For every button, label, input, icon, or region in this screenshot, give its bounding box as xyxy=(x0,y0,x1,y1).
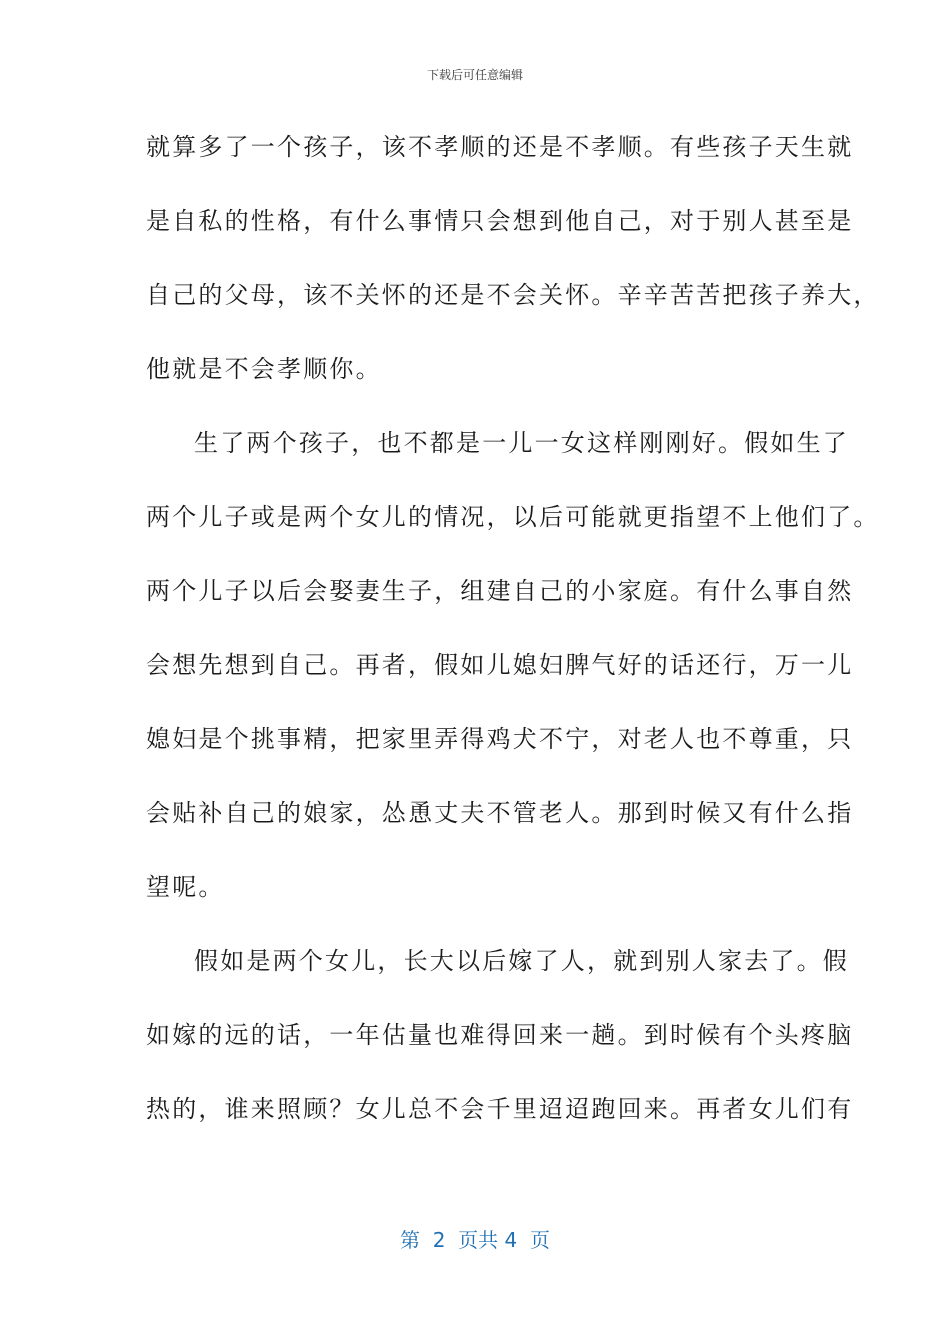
body-line: 两个儿子或是两个女儿的情况，以后可能就更指望不上他们了。 xyxy=(146,503,880,531)
body-line: 他就是不会孝顺你。 xyxy=(146,355,382,383)
paragraph-first-line: 生了两个孩子，也不都是一儿一女这样刚刚好。假如生了 xyxy=(194,429,849,457)
body-line: 会贴补自己的娘家，怂恿丈夫不管老人。那到时候又有什么指 xyxy=(146,799,854,827)
page-number-footer: 第 2 页共 4 页 xyxy=(400,1228,550,1252)
body-line: 望呢。 xyxy=(146,873,225,901)
body-line: 自己的父母，该不关怀的还是不会关怀。辛辛苦苦把孩子养大， xyxy=(146,281,880,309)
body-line: 热的，谁来照顾？女儿总不会千里迢迢跑回来。再者女儿们有 xyxy=(146,1095,854,1123)
page-header: 下载后可任意编辑 xyxy=(426,68,523,82)
body-line: 媳妇是个挑事精，把家里弄得鸡犬不宁，对老人也不尊重，只 xyxy=(146,725,854,753)
body-line: 就算多了一个孩子，该不孝顺的还是不孝顺。有些孩子天生就 xyxy=(146,133,854,161)
body-line: 两个儿子以后会娶妻生子，组建自己的小家庭。有什么事自然 xyxy=(146,577,854,605)
paragraph-first-line: 假如是两个女儿，长大以后嫁了人，就到别人家去了。假 xyxy=(194,947,849,975)
body-line: 是自私的性格，有什么事情只会想到他自己，对于别人甚至是 xyxy=(146,207,854,235)
body-line: 会想先想到自己。再者，假如儿媳妇脾气好的话还行，万一儿 xyxy=(146,651,854,679)
body-line: 如嫁的远的话，一年估量也难得回来一趟。到时候有个头疼脑 xyxy=(146,1021,854,1049)
